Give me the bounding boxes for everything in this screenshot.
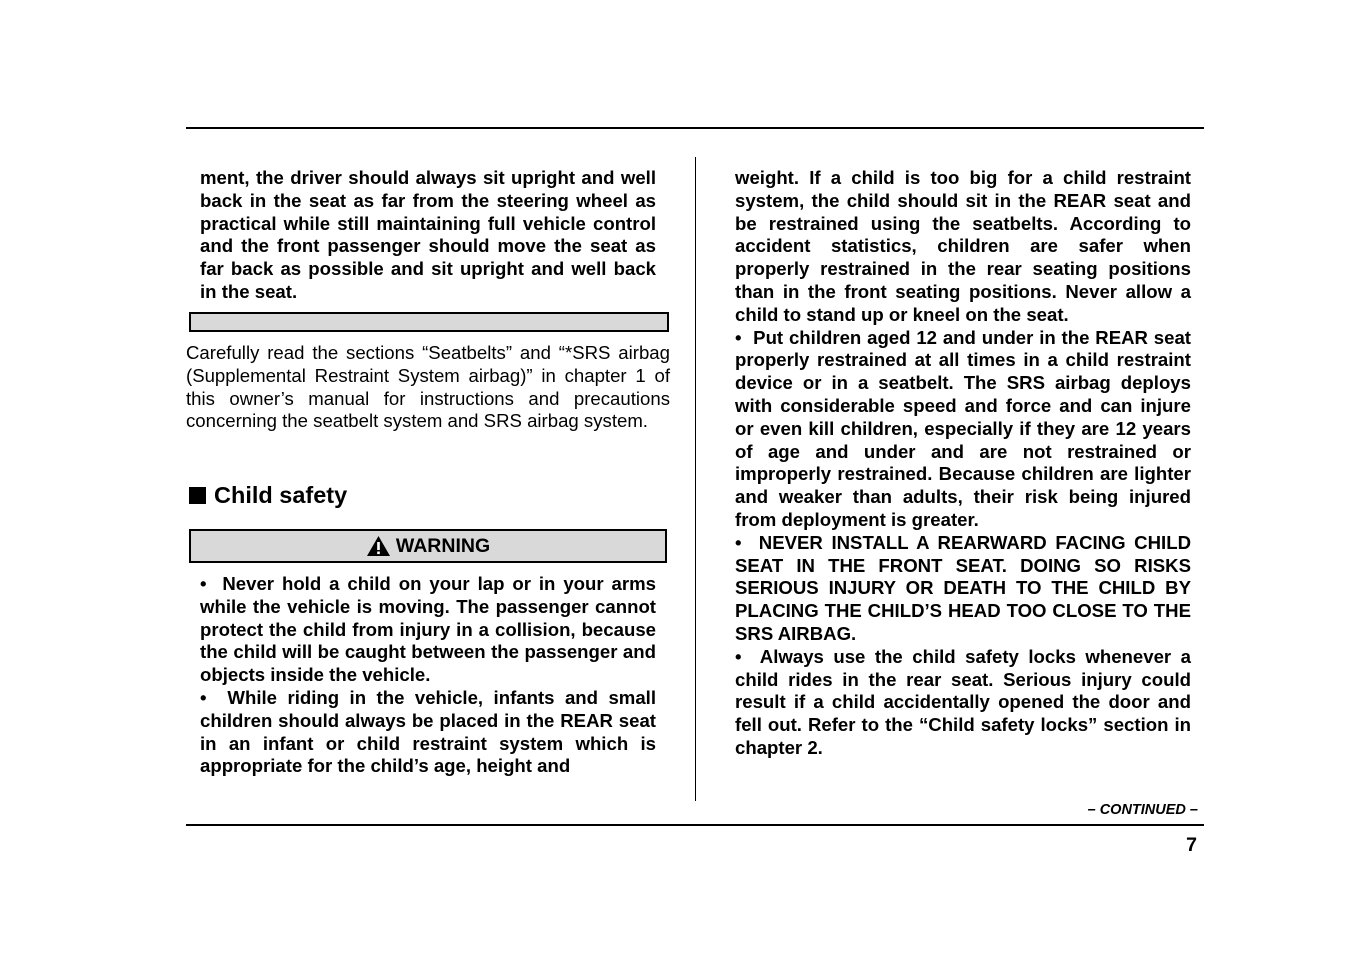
warning-triangle-icon bbox=[366, 535, 391, 557]
right-item: • Always use the child safety locks whenever a child rides in the rear seat. Serious injury could result if a child accidentally opened the door and fell out. Refer to the “Child safety locks” section in chapter 2. bbox=[735, 645, 1191, 758]
empty-caution-box bbox=[189, 312, 669, 332]
page-number: 7 bbox=[1186, 834, 1197, 856]
right-item: • NEVER INSTALL A REARWARD FACING CHILD SEAT IN THE FRONT SEAT. DOING SO RISKS SERIOUS INJURY OR DEATH TO THE CHILD BY PLACING THE CHILD’S HEAD TOO CLOSE TO THE SRS AIRBAG. bbox=[735, 531, 1191, 644]
left-continuation-text bbox=[200, 167, 656, 304]
warning-header bbox=[189, 529, 667, 563]
black-square-icon bbox=[189, 487, 206, 504]
continued-label: – CONTINUED – bbox=[1087, 802, 1198, 818]
top-rule bbox=[186, 127, 1204, 129]
warning-item: • While riding in the vehicle, infants and small children should always be placed in the REAR seat in an infant or child restraint system which is appropriate for the child’s age, height and bbox=[200, 686, 656, 777]
right-column bbox=[735, 167, 1191, 760]
column-divider bbox=[695, 157, 696, 801]
note-paragraph: Carefully read the sections “Seatbelts” and “*SRS airbag (Supplemental Restraint System airbag)” in chapter 1 of this owner’s manual for instructions and precautions concerning the seatbelt system and SRS airbag system. bbox=[186, 342, 670, 432]
right-continuation-paragraph: weight. If a child is too big for a child restraint system, the child should sit in the REAR seat and be restrained using the seatbelts. According to accident statistics, children are safer when properly restrained in the rear seating positions than in the front seating positions. Never allow a child to stand up or kneel on the seat. bbox=[735, 167, 1191, 325]
warning-label: WARNING bbox=[395, 534, 491, 557]
bottom-rule bbox=[186, 824, 1204, 826]
section-title-text: Child safety bbox=[214, 482, 348, 508]
right-item: • Put children aged 12 and under in the REAR seat properly restrained at all times in a child restraint device or in a seatbelt. The SRS airbag deploys with considerable speed and force and can injure or even kill children, especially if they are 12 years of age and under and are not restrained or improperly restrained. Because children are lighter and weaker than adults, their risk being injured from deployment is greater. bbox=[735, 326, 1191, 530]
warning-list bbox=[200, 573, 656, 778]
section-title bbox=[189, 482, 347, 509]
warning-item: • Never hold a child on your lap or in your arms while the vehicle is moving. The passenger cannot protect the child from injury in a collision, because the child will be caught between the passenger and objects inside the vehicle. bbox=[200, 573, 656, 686]
left-continuation-paragraph: ment, the driver should always sit upright and well back in the seat as far from the steering wheel as practical while still maintaining full vehicle control and the front passenger should move the seat as far back as possible and sit upright and well back in the seat. bbox=[200, 167, 656, 302]
